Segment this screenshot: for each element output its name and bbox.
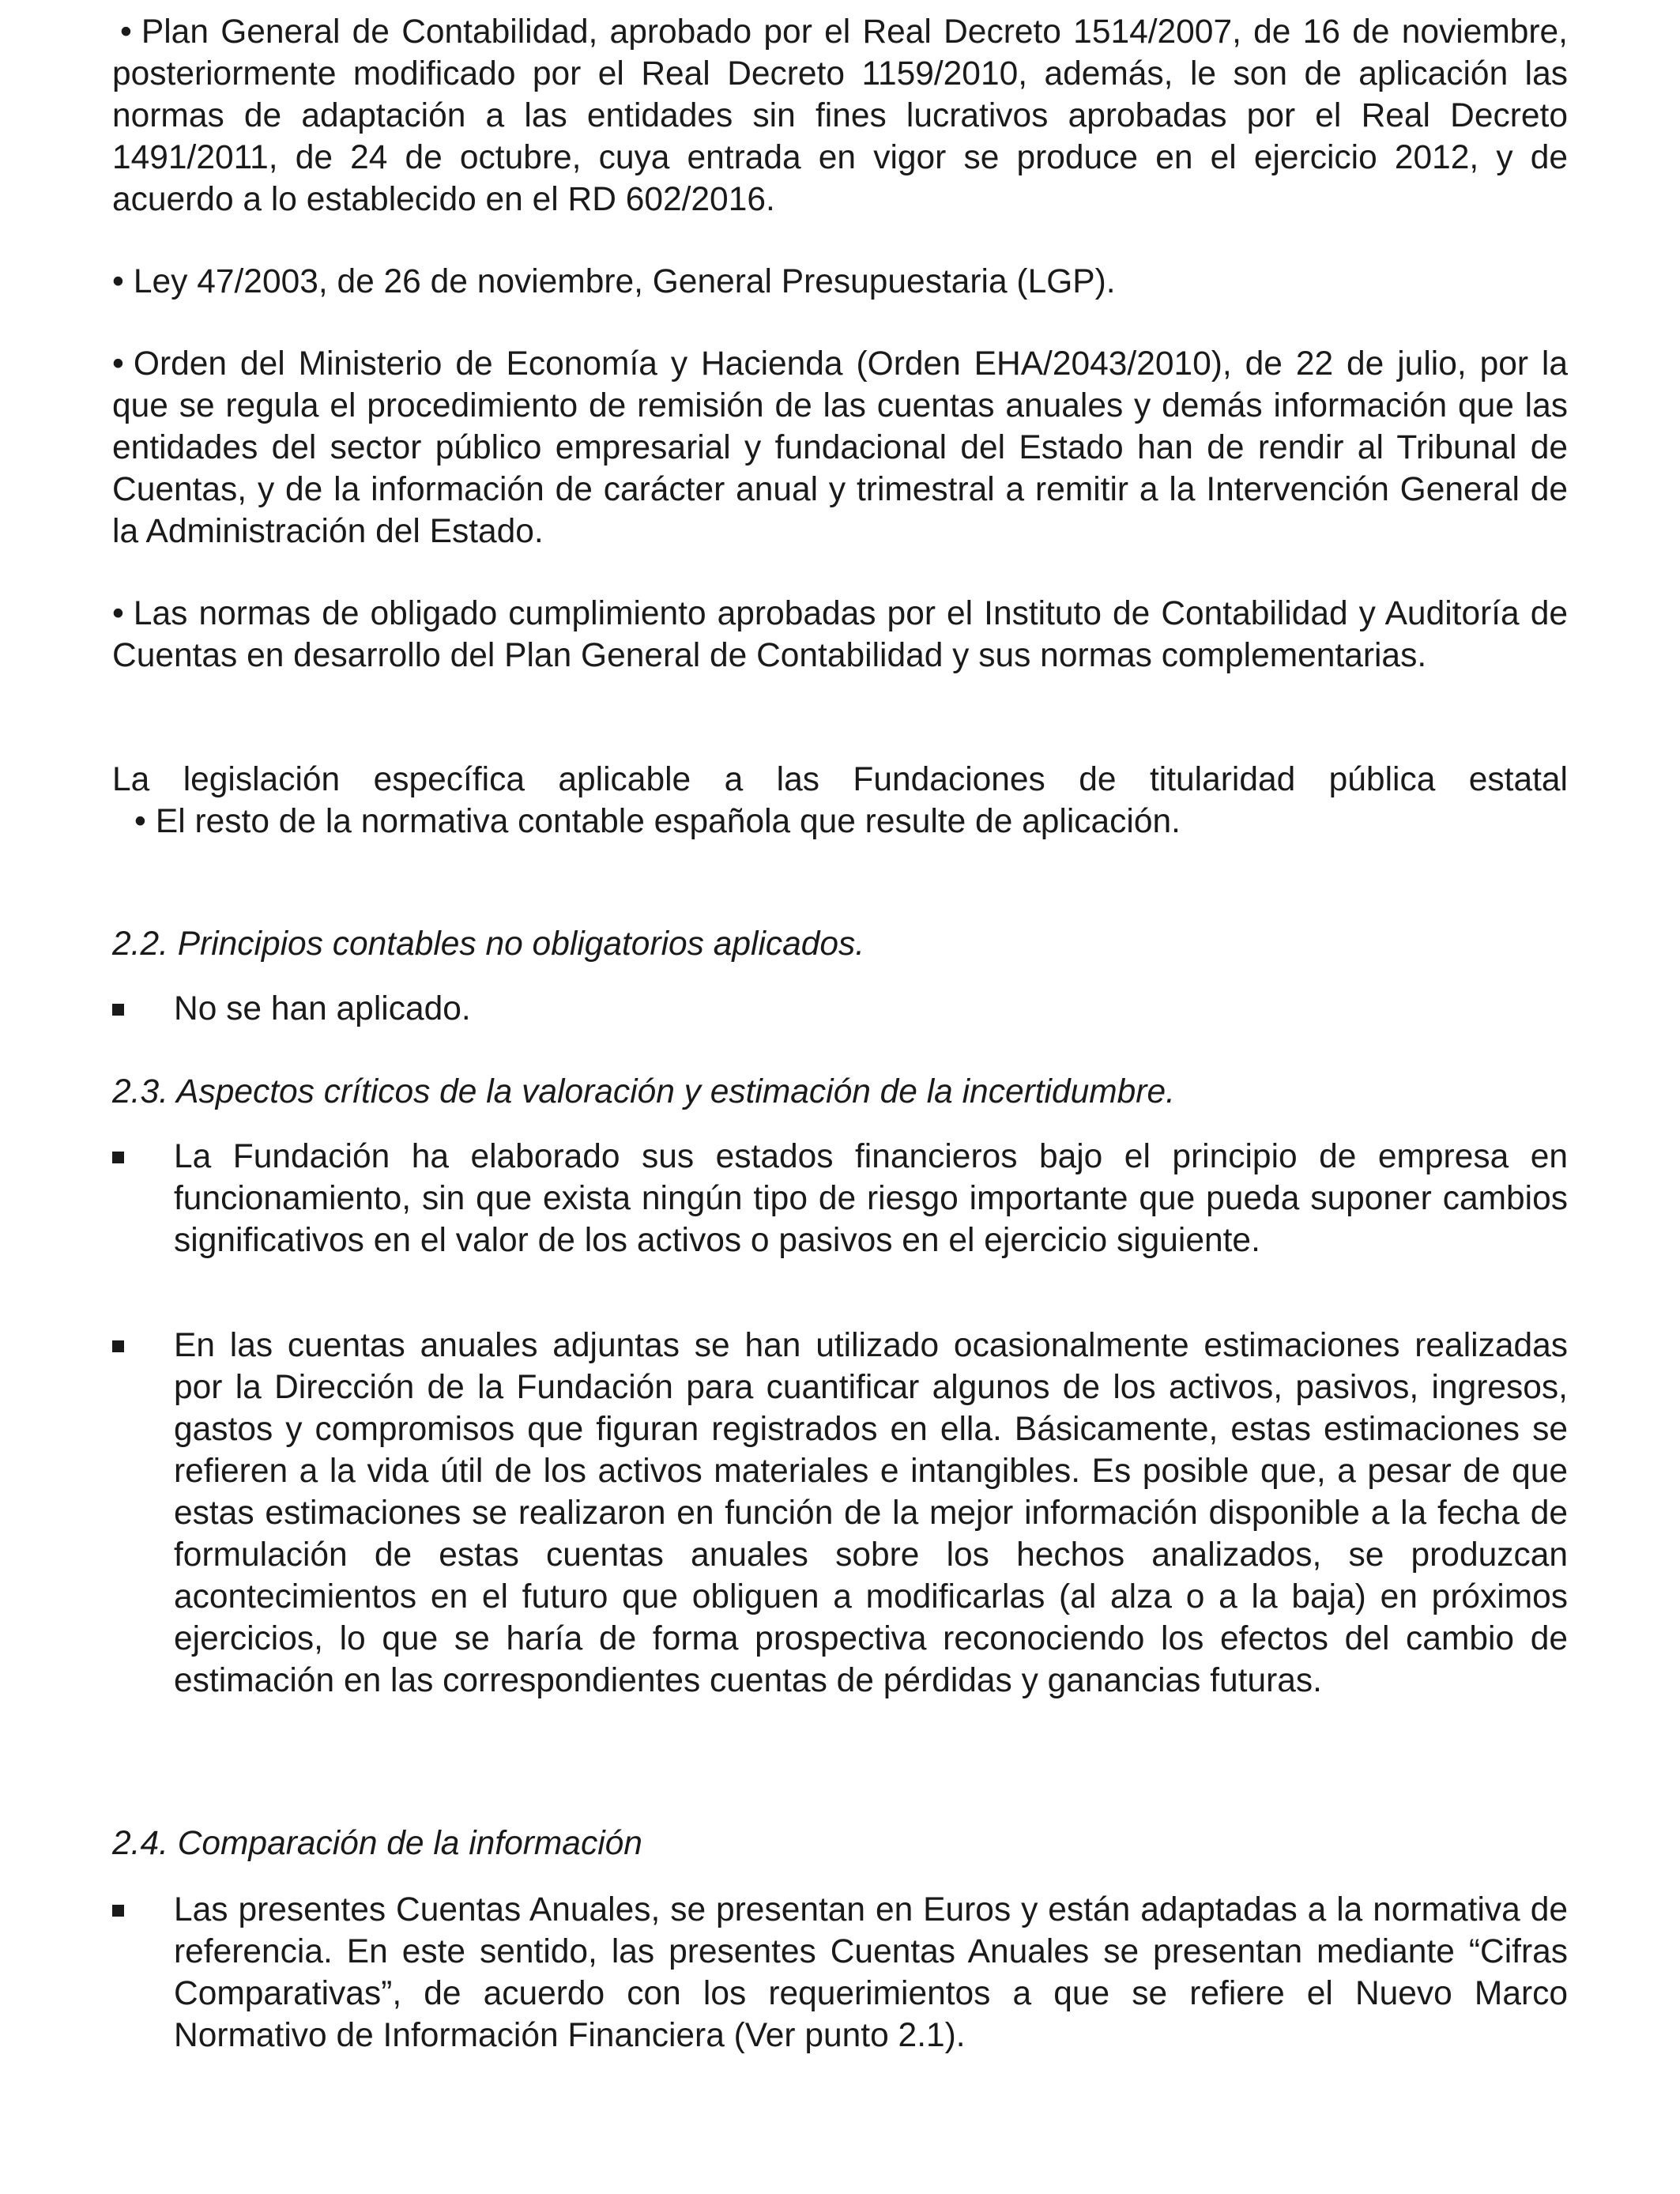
bullet-dot: • [120,13,132,51]
section-heading-2-3: 2.3. Aspectos críticos de la valoración y estimación de la incertidumbre. [112,1073,1175,1110]
list-item-text: No se han aplicado. [174,990,471,1027]
square-bullet-icon [112,1152,124,1163]
regulation-item-icac [112,593,1568,677]
bullet-dot: • [112,263,124,300]
regulation-item-resto [112,801,1568,843]
regulation-text: Las normas de obligado cumplimiento aprobadas por el Instituto de Contabilidad y Auditoría de Cuentas en desarrollo del Plan General de Contabilidad y sus normas complementarias. [112,595,1568,674]
regulation-item-plan-general [112,11,1568,221]
bullet-dot: • [112,345,124,383]
list-item [174,1136,1568,1261]
regulation-text: Orden del Ministerio de Economía y Hacienda (Orden EHA/2043/2010), de 22 de julio, por la que se regula el procedimiento de remisión de las cuentas anuales y demás información que las entidades del sector público empresarial y fundacional del Estado han de rendir al Tribunal de Cuentas, y de la información de carácter anual y trimestral a remitir a la Intervención General de la Administración del Estado. [112,345,1568,550]
square-bullet-icon [112,1905,124,1917]
square-bullet-icon [112,1004,124,1016]
bullet-dot: • [112,595,124,632]
section-heading-2-2: 2.2. Principios contables no obligatorios aplicados. [112,925,865,963]
bullet-dot: • [134,803,146,840]
section-heading-2-4: 2.4. Comparación de la información [112,1825,642,1862]
document-page [112,0,1568,2194]
list-item-text: Las presentes Cuentas Anuales, se presentan en Euros y están adaptadas a la normativa de referencia. En este sentido, las presentes Cuentas Anuales se presentan mediante “Cifras Comparativas”, de acuerdo con los requerimientos a que se refiere el Nuevo Marco Normativo de Información Financiera (Ver punto 2.1). [174,1891,1568,2054]
square-bullet-icon [112,1340,124,1352]
regulation-text: Ley 47/2003, de 26 de noviembre, General Presupuestaria (LGP). [133,263,1116,300]
list-item-text: En las cuentas anuales adjuntas se han utilizado ocasionalmente estimaciones realizadas por la Dirección de la Fundación para cuantificar algunos de los activos, pasivos, ingresos, gastos y compromisos que figuran registrados en ella. Básicamente, estas estimaciones se refieren a la vida útil de los activos materiales e intangibles. Es posible que, a pesar de que estas estimaciones se realizaron en función de la mejor información disponible a la fecha de formulación de estas cuentas anuales sobre los hechos analizados, se produzcan acontecimientos en el futuro que obliguen a modificarlas (al alza o a la baja) en próximos ejercicios, lo que se haría de forma prospectiva reconociendo los efectos del cambio de estimación en las correspondientes cuentas de pérdidas y ganancias futuras. [174,1327,1568,1699]
regulation-item-orden-eha [112,343,1568,552]
list-item [174,1325,1568,1702]
regulation-text: El resto de la normativa contable española que resulte de aplicación. [155,803,1181,840]
legislation-line: La legislación específica aplicable a las Fundaciones de titularidad pública estatal [112,761,1568,798]
regulation-item-lgp [112,261,1568,303]
list-item [174,1889,1568,2056]
regulation-text: Plan General de Contabilidad, aprobado por el Real Decreto 1514/2007, de 16 de noviembre, posteriormente modificado por el Real Decreto 1159/2010, además, le son de aplicación las normas de adaptación a las entidades sin fines lucrativos aprobadas por el Real Decreto 1491/2011, de 24 de octubre, cuya entrada en vigor se produce en el ejercicio 2012, y de acuerdo a lo establecido en el RD 602/2016. [112,13,1568,218]
list-item-text: La Fundación ha elaborado sus estados financieros bajo el principio de empresa en funcionamiento, sin que exista ningún tipo de riesgo importante que pueda suponer cambios significativos en el valor de los activos o pasivos en el ejercicio siguiente. [174,1138,1568,1259]
list-item [174,988,1568,1030]
